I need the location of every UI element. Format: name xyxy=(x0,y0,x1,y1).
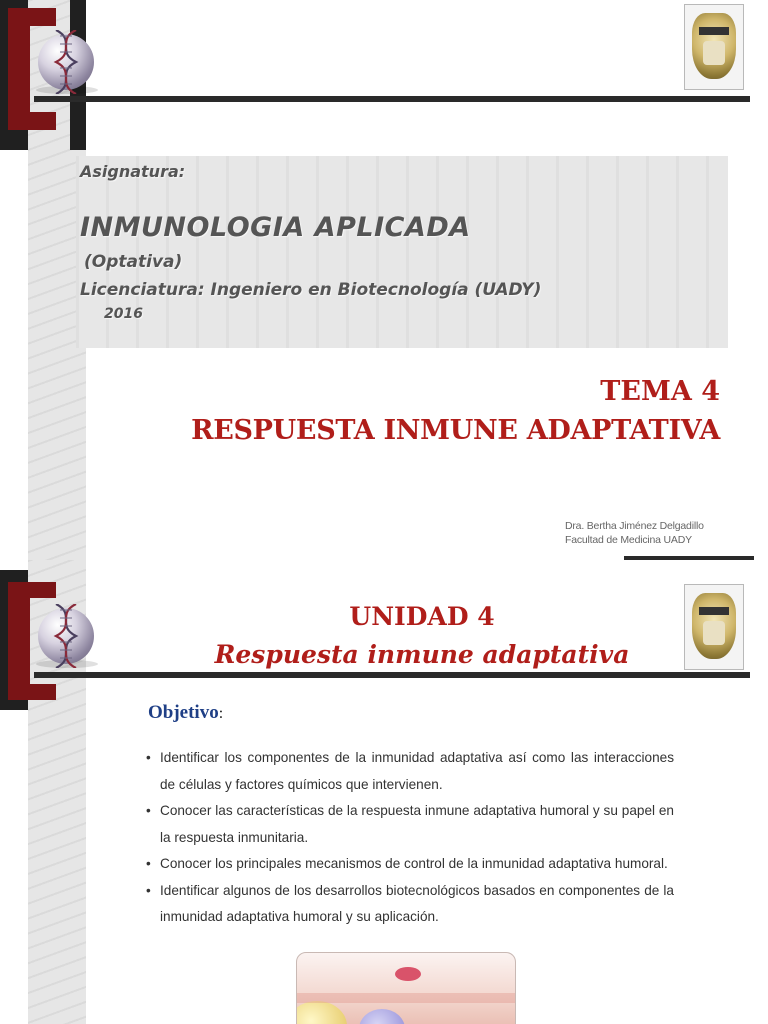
objectives-slide xyxy=(0,560,768,1024)
objective-item: • Conocer las características de la respuesta inmune adaptativa humoral y su papel en la respuesta inmunitaria. xyxy=(146,798,674,851)
objective-heading xyxy=(148,702,223,724)
author-name: Dra. Bertha Jiménez Delgadillo xyxy=(565,520,704,532)
header-rule xyxy=(34,672,750,678)
objective-label: Objetivo xyxy=(148,702,219,723)
subject-label: Asignatura: xyxy=(80,162,186,181)
unit-number: UNIDAD 4 xyxy=(349,602,495,631)
dna-globe-icon xyxy=(30,32,104,92)
header-rule xyxy=(34,96,750,102)
objective-item: • Conocer los principales mecanismos de control de la inmunidad adaptativa humoral. xyxy=(146,851,674,878)
objective-item: • Identificar los componentes de la inmunidad adaptativa así como las interacciones de células y factores químicos que intervienen. xyxy=(146,745,674,798)
author-affiliation: Facultad de Medicina UADY xyxy=(565,534,692,546)
topic-number: TEMA 4 xyxy=(600,376,720,407)
objective-colon: : xyxy=(218,705,224,722)
topic-title: RESPUESTA INMUNE ADAPTATIVA xyxy=(191,415,720,446)
objective-item: • Identificar algunos de los desarrollos biotecnológicos basados en componentes de la inmunidad adaptativa humoral y su aplicación. xyxy=(146,878,674,931)
course-type: (Optativa) xyxy=(84,252,183,272)
cell-center xyxy=(359,1009,405,1024)
uady-crest-icon xyxy=(684,4,744,90)
objectives-list xyxy=(146,745,674,931)
course-banner xyxy=(76,156,728,348)
immune-response-illustration xyxy=(296,952,516,1024)
red-bracket-bottom xyxy=(8,112,56,130)
cell-left xyxy=(296,1001,347,1024)
unit-title: Respuesta inmune adaptativa xyxy=(214,640,630,669)
red-bracket-bottom xyxy=(8,684,56,700)
red-bracket-top xyxy=(8,8,56,26)
bacteria-cluster xyxy=(395,967,421,981)
tissue-layer xyxy=(297,993,515,1003)
course-year: 2016 xyxy=(104,306,143,322)
red-bracket-top xyxy=(8,582,56,598)
course-title: INMUNOLOGIA APLICADA xyxy=(80,212,471,243)
degree-line: Licenciatura: Ingeniero en Biotecnología (UADY) xyxy=(80,280,542,300)
